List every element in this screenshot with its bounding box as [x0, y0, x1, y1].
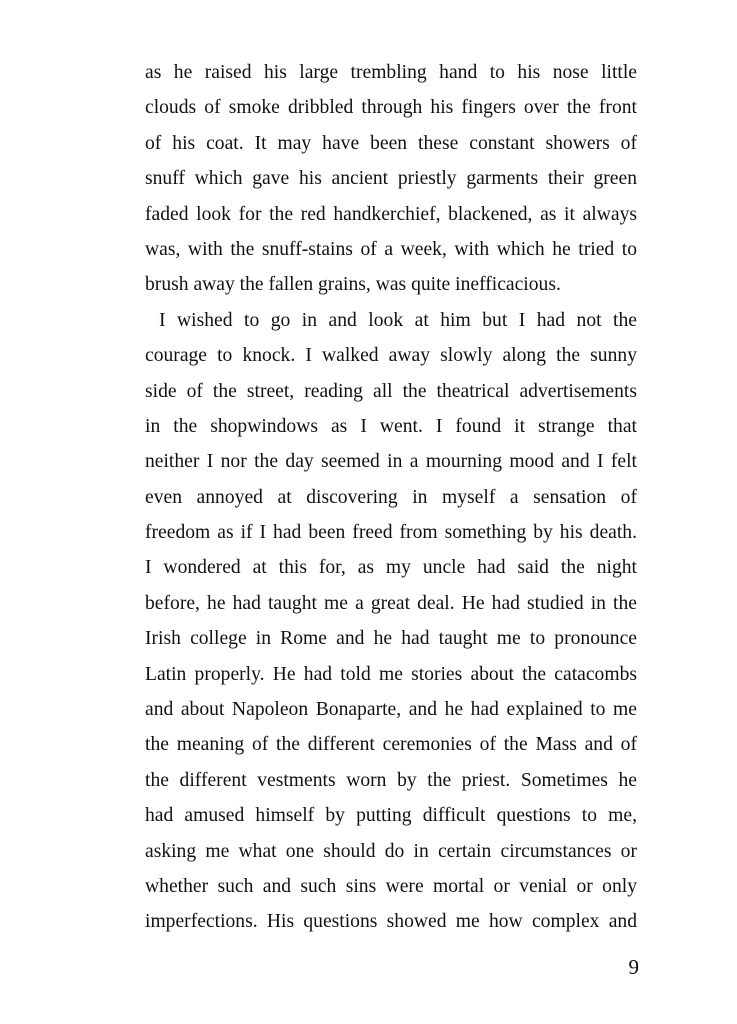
text-line: freedom as if I had been freed from something by his death. [145, 522, 637, 544]
text-line: had amused himself by putting difficult questions to me, [145, 805, 637, 827]
text-line: the meaning of the different ceremonies of the Mass and of [145, 734, 637, 756]
text-line: side of the street, reading all the theatrical advertisements [145, 380, 637, 402]
text-line: imperfections. His questions showed me how complex and [145, 911, 637, 933]
text-line: and about Napoleon Bonaparte, and he had explained to me [145, 699, 637, 721]
text-line: asking me what one should do in certain circumstances or [145, 840, 637, 862]
paragraph-1 [145, 55, 637, 303]
text-line: neither I nor the day seemed in a mourning mood and I felt [145, 451, 637, 473]
page-number: 9 [628, 955, 639, 979]
body-text [145, 55, 637, 940]
text-line: Irish college in Rome and he had taught me to pronounce [145, 628, 637, 650]
text-line: of his coat. It may have been these constant showers of [145, 132, 637, 154]
text-line: I wondered at this for, as my uncle had said the night [145, 557, 637, 579]
text-line: Latin properly. He had told me stories about the catacombs [145, 663, 637, 685]
text-line: whether such and such sins were mortal or venial or only [145, 875, 637, 897]
text-line: as he raised his large trembling hand to his nose little [145, 62, 637, 83]
text-line: in the shopwindows as I went. I found it strange that [145, 415, 637, 437]
text-line: the different vestments worn by the priest. Sometimes he [145, 769, 637, 791]
paragraph-2 [145, 303, 637, 940]
text-line: before, he had taught me a great deal. He had studied in the [145, 592, 637, 614]
text-line: faded look for the red handkerchief, blackened, as it always [145, 203, 637, 225]
text-line: I wished to go in and look at him but I had not the [159, 309, 637, 331]
text-line: courage to knock. I walked away slowly along the sunny [145, 345, 637, 367]
text-line: snuff which gave his ancient priestly garments their green [145, 168, 637, 190]
text-line: brush away the fallen grains, was quite inefficacious. [145, 274, 561, 296]
text-line: even annoyed at discovering in myself a sensation of [145, 486, 637, 508]
text-line: was, with the snuff-stains of a week, with which he tried to [145, 238, 637, 260]
text-line: clouds of smoke dribbled through his fingers over the front [145, 97, 637, 119]
